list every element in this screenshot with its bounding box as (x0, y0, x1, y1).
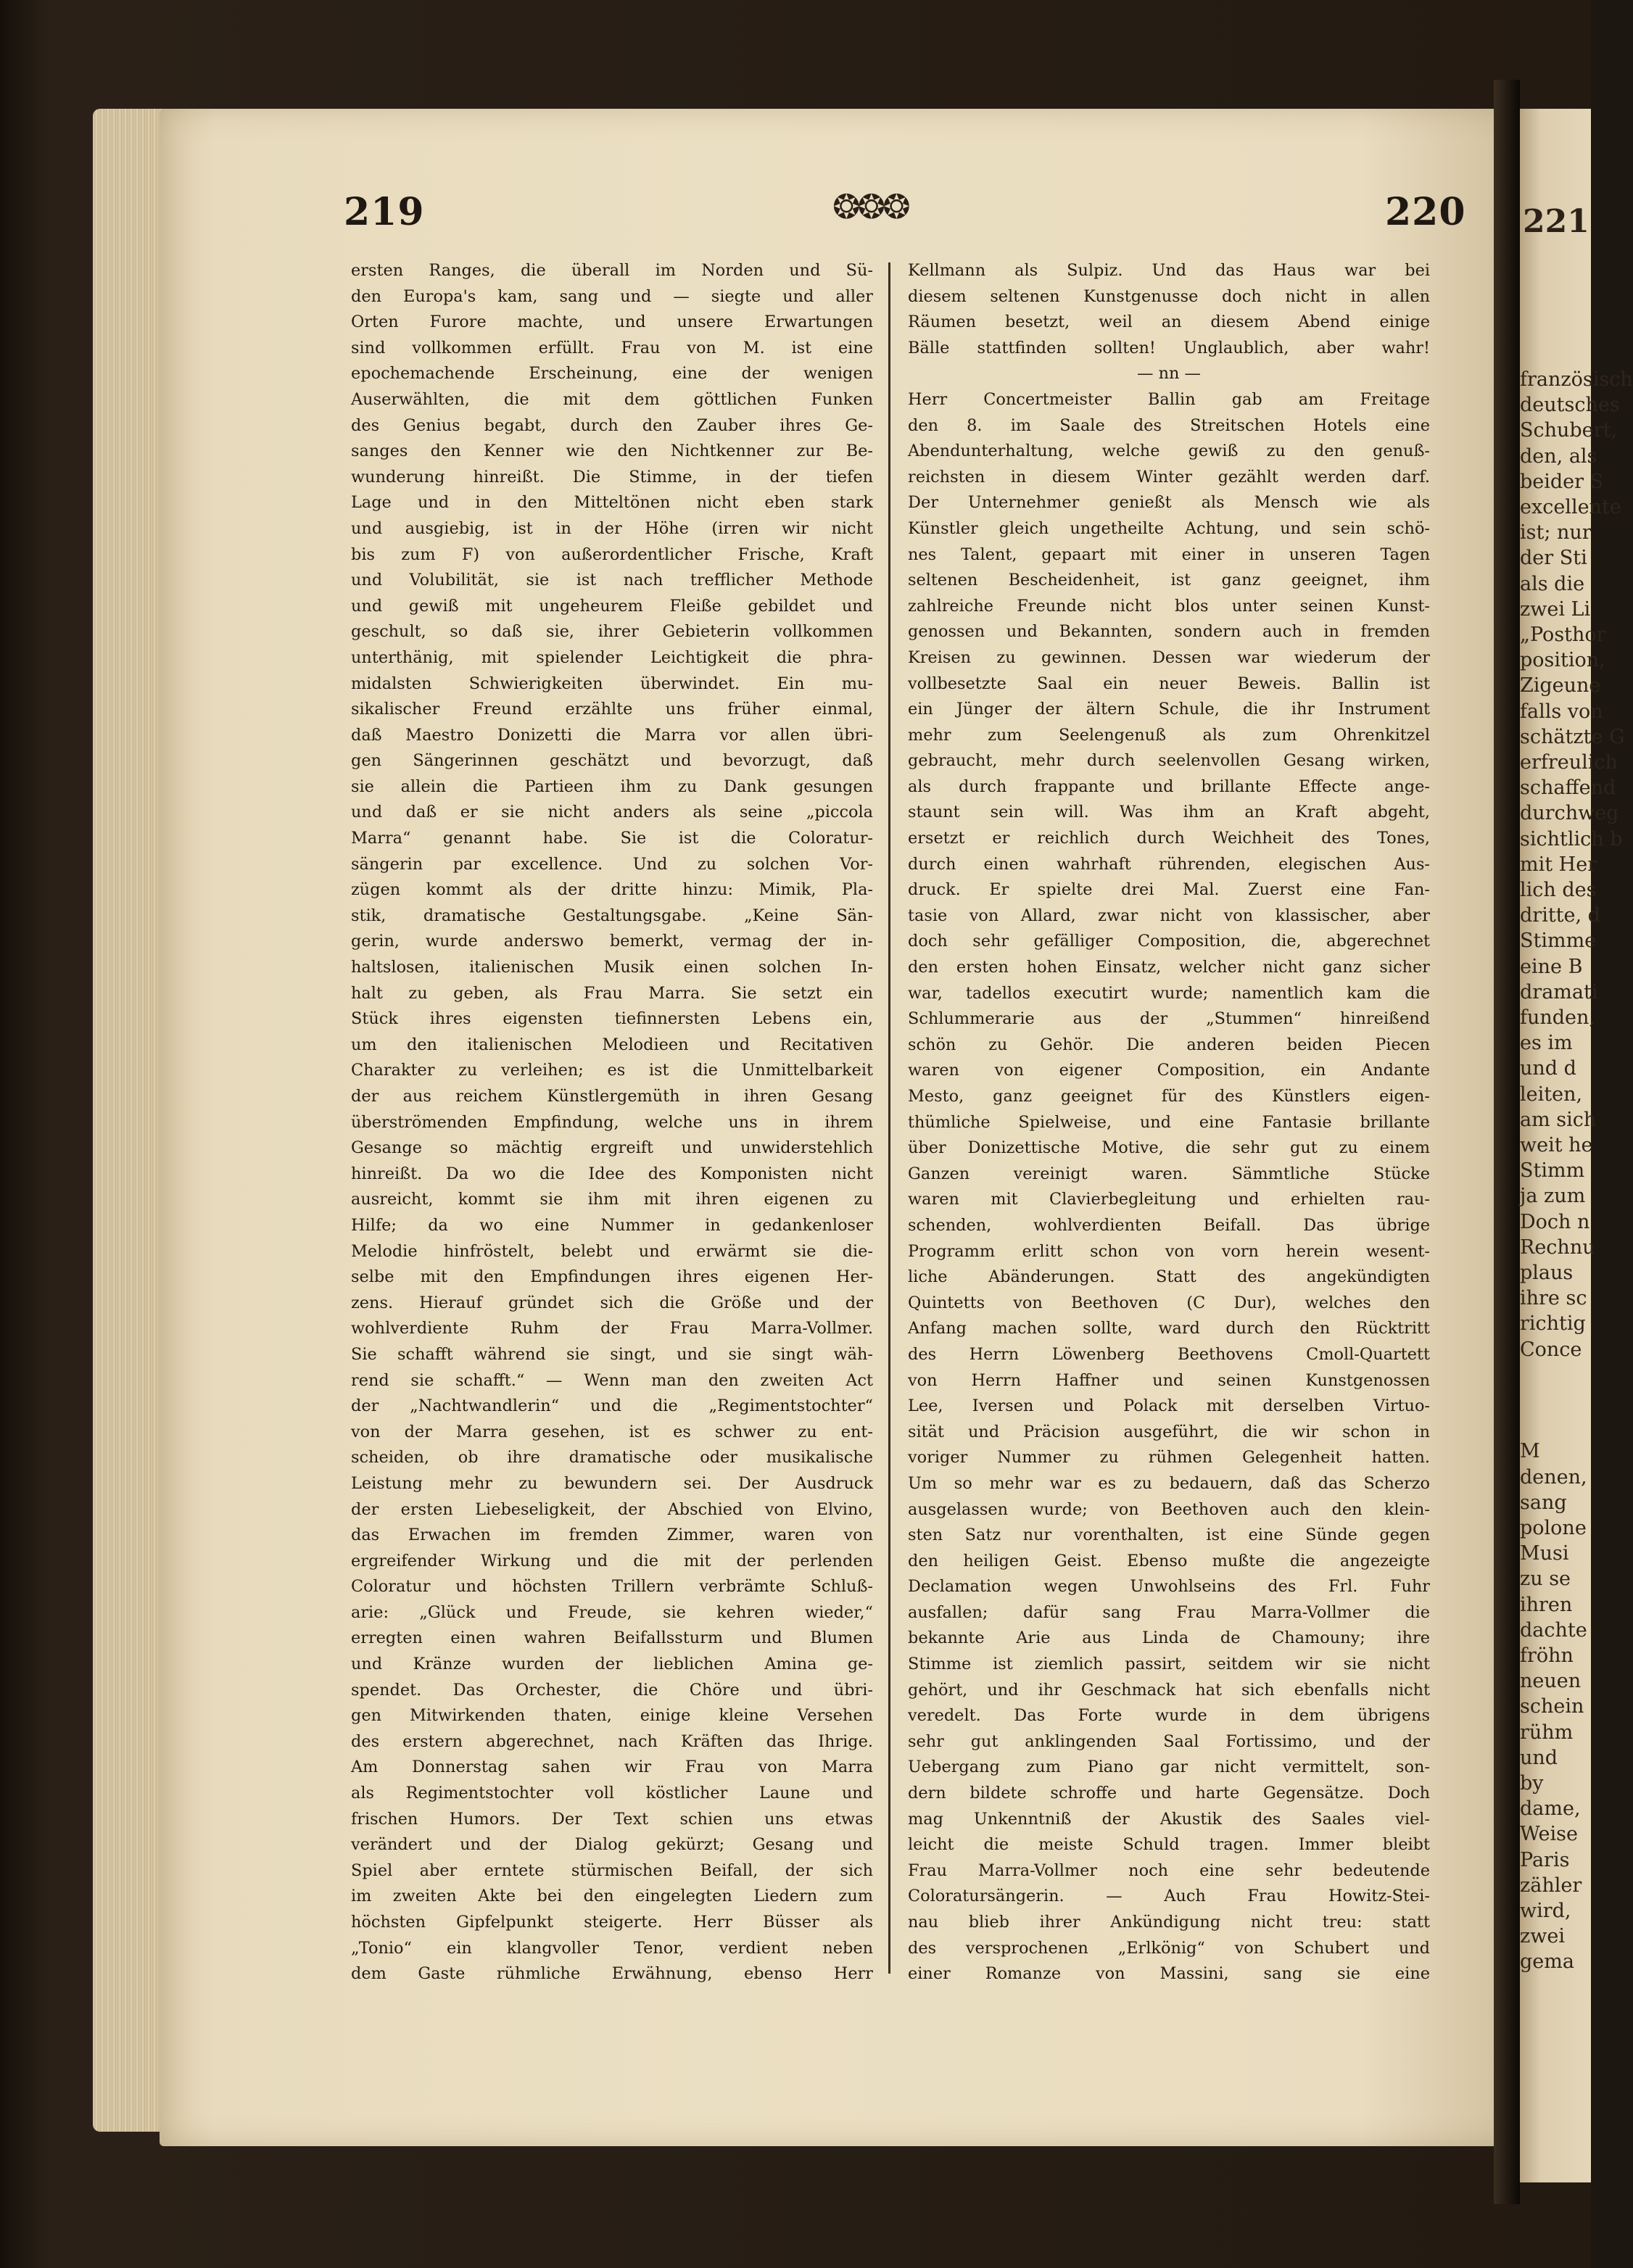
fragment-line: durchweg (1520, 802, 1619, 825)
fragment-line: funden, (1520, 1006, 1596, 1029)
text-line: ausreicht, kommt sie ihm mit ihren eigenen zu (351, 1190, 873, 1209)
text-line: ein Jünger der ältern Schule, die ihr Instrument (908, 700, 1430, 719)
fragment-line: am sich (1520, 1108, 1597, 1131)
text-line: gehört, und ihr Geschmack hat sich ebenfalls nicht (908, 1680, 1430, 1700)
text-line: gen Sängerinnen geschätzt und bevorzugt, daß (351, 751, 873, 771)
header-ornament: ❂❂❂ (832, 187, 908, 226)
fragment-line: neuen (1520, 1670, 1582, 1693)
text-line: Lage und in den Mitteltönen nicht eben stark (351, 493, 873, 513)
text-line: sie allein die Partieen ihm zu Dank gesungen (351, 777, 873, 796)
text-line: des Genius begabt, durch den Zauber ihres Ge- (351, 415, 873, 435)
text-line: epochemachende Erscheinung, eine der wenigen (351, 364, 873, 384)
text-line: Kreisen zu gewinnen. Dessen war wiederum der (908, 647, 1430, 667)
text-line: Lee, Iversen und Polack mit derselben Virtuo- (908, 1396, 1430, 1416)
text-line: über Donizettische Motive, die sehr gut zu einem (908, 1138, 1430, 1158)
text-line: unterthänig, mit spielender Leichtigkeit die phra- (351, 647, 873, 667)
fragment-line: rühm (1520, 1721, 1574, 1744)
text-line: sehr gut anklingenden Saal Fortissimo, und der (908, 1731, 1430, 1751)
fragment-line: fröhn (1520, 1644, 1574, 1667)
text-line: spendet. Das Orchester, die Chöre und übri- (351, 1680, 873, 1700)
text-line: einer Romanze von Massini, sang sie eine (908, 1964, 1430, 1984)
fragment-line: schaffend (1520, 777, 1616, 800)
text-line: vollbesetzte Saal ein neuer Beweis. Ballin ist (908, 674, 1430, 693)
column-rule (888, 262, 890, 1974)
text-line: den Europa's kam, sang und — siegte und aller (351, 286, 873, 306)
text-line: ersten Ranges, die überall im Norden und Sü- (351, 261, 873, 280)
fragment-line: position, (1520, 649, 1605, 672)
text-line: Quintetts von Beethoven (C Dur), welches den (908, 1293, 1430, 1312)
text-line: Spiel aber erntete stürmischen Beifall, der sich (351, 1861, 873, 1880)
fragment-line: und d (1520, 1057, 1576, 1080)
text-line: sität und Präcision ausgeführt, die wir schon in (908, 1422, 1430, 1441)
text-line: gerin, wurde anderswo bemerkt, vermag der in- (351, 932, 873, 951)
text-line: und Volubilität, sie ist nach trefflicher Methode (351, 571, 873, 590)
text-line: mag Unkenntniß der Akustik des Saales viel- (908, 1809, 1430, 1829)
fragment-line: erfreulich (1520, 751, 1618, 774)
text-line: das Erwachen im fremden Zimmer, waren von (351, 1526, 873, 1545)
text-line: waren mit Clavierbegleitung und erhielten rau- (908, 1190, 1430, 1209)
text-line: frischen Humors. Der Text schien uns etwas (351, 1809, 873, 1829)
text-line: im zweiten Akte bei den eingelegten Liedern zum (351, 1887, 873, 1906)
text-line: des erstern abgerechnet, nach Kräften das Ihrige. (351, 1731, 873, 1751)
fragment-line: dachte (1520, 1618, 1587, 1642)
text-line: Künstler gleich ungetheilte Achtung, und sein schö- (908, 518, 1430, 538)
text-line: dem Gaste rühmliche Erwähnung, ebenso Herr (351, 1964, 873, 1984)
fragment-line: dramati (1520, 980, 1598, 1003)
fragment-line: sichtlich b (1520, 827, 1623, 850)
text-line: bekannte Arie aus Linda de Chamouny; ihre (908, 1628, 1430, 1648)
text-line: des Herrn Löwenberg Beethovens Cmoll-Quartett (908, 1344, 1430, 1364)
text-line: Hilfe; da wo eine Nummer in gedankenloser (351, 1215, 873, 1235)
text-line: Orten Furore machte, und unsere Erwartungen (351, 313, 873, 332)
text-line: ersetzt er reichlich durch Weichheit des Tones, (908, 829, 1430, 848)
text-line: sind vollkommen erfüllt. Frau von M. ist eine (351, 338, 873, 357)
text-line: gen Mitwirkenden thaten, einige kleine Versehen (351, 1706, 873, 1726)
text-line: dern bildete schroffe und harte Gegensätze. Doch (908, 1784, 1430, 1803)
fragment-line: schein (1520, 1695, 1584, 1718)
fragment-line: mit Her (1520, 853, 1597, 876)
fragment-line: ihren (1520, 1593, 1573, 1616)
text-line: Mesto, ganz geeignet für des Künstlers eigen- (908, 1087, 1430, 1106)
text-line: Leistung mehr zu bewundern sei. Der Ausdruck (351, 1473, 873, 1493)
text-line: höchsten Gipfelpunkt steigerte. Herr Büsser als (351, 1913, 873, 1932)
text-line: der ersten Liebeseligkeit, der Abschied von Elvino, (351, 1499, 873, 1519)
fragment-line: Schubert, (1520, 419, 1617, 442)
text-line: verändert und der Dialog gekürzt; Gesang und (351, 1835, 873, 1855)
text-line: sten Satz nur vorenthalten, ist eine Sünde gegen (908, 1526, 1430, 1545)
text-line: haltslosen, italienischen Musik einen solchen In- (351, 958, 873, 977)
text-line: als Regimentstochter voll köstlicher Laune und (351, 1784, 873, 1803)
text-line: wohlverdiente Ruhm der Frau Marra-Vollmer. (351, 1319, 873, 1338)
text-line: gebraucht, mehr durch seelenvollen Gesang wirken, (908, 751, 1430, 771)
text-line: schenden, wohlverdienten Beifall. Das übrige (908, 1215, 1430, 1235)
text-line: von Herrn Haffner und seinen Kunstgenossen (908, 1370, 1430, 1390)
text-line: des versprochenen „Erlkönig“ von Schubert und (908, 1938, 1430, 1958)
text-line: schön zu Gehör. Die anderen beiden Piecen (908, 1035, 1430, 1054)
text-line: leicht die meiste Schuld tragen. Immer bleibt (908, 1835, 1430, 1855)
text-line: Programm erlitt schon von vorn herein wesent- (908, 1241, 1430, 1261)
fragment-line: lich des (1520, 879, 1597, 901)
fragment-line: plaus (1520, 1262, 1574, 1284)
text-line: diesem seltenen Kunstgenusse doch nicht in allen (908, 286, 1430, 306)
fragment-line: Stimm (1520, 1159, 1585, 1183)
page-number-left: 219 (344, 190, 425, 234)
text-line: liche Abänderungen. Statt des angekündigten (908, 1267, 1430, 1287)
fragment-line: dame, (1520, 1797, 1581, 1821)
text-line: veredelt. Das Forte wurde in dem übrigens (908, 1706, 1430, 1726)
text-line: und gewiß mit ungeheurem Fleiße gebildet und (351, 596, 873, 616)
text-line: reichsten in diesem Winter gezählt werden darf. (908, 467, 1430, 487)
fragment-line: zwei Li (1520, 597, 1591, 621)
text-line: zahlreiche Freunde nicht blos unter seinen Kunst- (908, 596, 1430, 616)
text-line: hinreißt. Da wo die Idee des Komponisten nicht (351, 1164, 873, 1183)
text-line: Coloratur und höchsten Trillern verbrämte Schluß- (351, 1577, 873, 1597)
fragment-line: ja zum (1520, 1185, 1586, 1208)
text-line: Marra“ genannt habe. Sie ist die Coloratur- (351, 829, 873, 848)
text-line: sanges den Kenner wie den Nichtkenner zur Be- (351, 442, 873, 461)
fragment-line: weit he (1520, 1134, 1593, 1156)
text-line: Sie schafft während sie singt, und sie singt wäh- (351, 1344, 873, 1364)
text-line: von der Marra gesehen, ist es schwer zu ent- (351, 1422, 873, 1441)
fragment-line: Doch n (1520, 1210, 1590, 1233)
text-line: Schlummerarie aus der „Stummen“ hinreißend (908, 1009, 1430, 1029)
text-line: Auserwählten, die mit dem göttlichen Funken (351, 389, 873, 409)
text-line: sikalischer Freund erzählte uns früher einmal, (351, 700, 873, 719)
text-line: bis zum F) von außerordentlicher Frische, Kraft (351, 545, 873, 564)
text-line: war, tadellos executirt wurde; namentlich kam die (908, 983, 1430, 1003)
text-line: genossen und Bekannten, sondern auch in fremden (908, 622, 1430, 642)
text-line: thümliche Spielweise, und eine Fantasie brillante (908, 1112, 1430, 1132)
page-number-right: 220 (1385, 190, 1466, 234)
text-line: Ganzen vereinigt waren. Sämmtliche Stücke (908, 1164, 1430, 1183)
text-line: daß Maestro Donizetti die Marra vor allen übri- (351, 725, 873, 745)
text-line: stik, dramatische Gestaltungsgabe. „Keine Sän- (351, 906, 873, 925)
text-line: Am Donnerstag sahen wir Frau von Marra (351, 1758, 873, 1777)
fragment-line: dritte, d (1520, 904, 1600, 927)
fragment-line: sang (1520, 1491, 1567, 1514)
text-line: midalsten Schwierigkeiten überwindet. Ein mu- (351, 674, 873, 693)
fragment-line: denen, (1520, 1465, 1587, 1489)
fragment-line: leiten, (1520, 1083, 1583, 1106)
text-line: druck. Er spielte drei Mal. Zuerst eine Fan- (908, 880, 1430, 900)
text-line: sängerin par excellence. Und zu solchen Vor- (351, 854, 873, 874)
fragment-line: zwei (1520, 1925, 1565, 1948)
text-line: ergreifender Wirkung und die mit der perlenden (351, 1551, 873, 1570)
fragment-line: Rechnu (1520, 1236, 1595, 1259)
fragment-line: ihre sc (1520, 1287, 1587, 1310)
fragment-line: richtig (1520, 1312, 1586, 1336)
text-line: Der Unternehmer genießt als Mensch wie als (908, 493, 1430, 513)
text-line: Abendunterhaltung, welche gewiß zu den genuß- (908, 442, 1430, 461)
fragment-line: M (1520, 1440, 1540, 1463)
text-line: Charakter zu verleihen; es ist die Unmittelbarkeit (351, 1061, 873, 1080)
next-page-strip (1520, 109, 1633, 2182)
right-column-text (908, 258, 1430, 1987)
fragment-line: eine B (1520, 955, 1583, 978)
text-line: zens. Hierauf gründet sich die Größe und der (351, 1293, 873, 1312)
text-line: erregten einen wahren Beifallssturm und Blumen (351, 1628, 873, 1648)
text-line: Herr Concertmeister Ballin gab am Freitage (908, 389, 1430, 409)
fragment-line: französisch (1520, 368, 1633, 391)
text-line: nau blieb ihrer Ankündigung nicht treu: statt (908, 1913, 1430, 1932)
text-line: arie: „Glück und Freude, sie kehren wieder,“ (351, 1602, 873, 1622)
text-line: Gesange so mächtig ergreift und unwiderstehlich (351, 1138, 873, 1158)
text-line: Declamation wegen Unwohlseins des Frl. Fuhr (908, 1577, 1430, 1597)
text-line: nes Talent, gepaart mit einer in unseren Tagen (908, 545, 1430, 564)
fragment-line: Zigeune (1520, 674, 1601, 698)
text-line: Melodie hinfröstelt, belebt und erwärmt sie die- (351, 1241, 873, 1261)
fragment-line: und (1520, 1746, 1558, 1769)
fragment-line: Weise (1520, 1823, 1578, 1846)
next-page-number: 221 (1523, 203, 1589, 240)
text-line: Coloratursängerin. — Auch Frau Howitz-Stei- (908, 1887, 1430, 1906)
text-line: und daß er sie nicht anders als seine „piccola (351, 803, 873, 822)
fragment-line: wird, (1520, 1900, 1571, 1922)
text-line: überströmenden Empfindung, welche uns in ihrem (351, 1112, 873, 1132)
text-line: halt zu geben, als Frau Marra. Sie setzt ein (351, 983, 873, 1003)
text-line: ausgelassen wurde; von Beethoven auch den klein- (908, 1499, 1430, 1519)
fragment-line: Musi (1520, 1542, 1569, 1565)
fragment-line: Stimme (1520, 930, 1597, 953)
fragment-line: „Posthor (1520, 624, 1606, 646)
text-line: den ersten hohen Einsatz, welcher nicht ganz sicher (908, 958, 1430, 977)
fragment-line: falls von (1520, 700, 1603, 723)
text-line: doch sehr gefälliger Composition, die, abgerechnet (908, 932, 1430, 951)
fragment-line: Conce (1520, 1338, 1582, 1361)
fragment-line: zähler (1520, 1874, 1582, 1897)
text-line: Stimme ist ziemlich passirt, seitdem wir sie nicht (908, 1655, 1430, 1674)
text-line: „Tonio“ ein klangvoller Tenor, verdient neben (351, 1938, 873, 1958)
fragment-line: es im (1520, 1032, 1573, 1055)
text-line: Uebergang zum Piano gar nicht vermittelt, son- (908, 1758, 1430, 1777)
fragment-line: excellente (1520, 496, 1621, 518)
text-line: seltenen Bescheidenheit, ist ganz geeignet, ihm (908, 571, 1430, 590)
fragment-line: den, als (1520, 444, 1597, 468)
fragment-line: der Sti (1520, 547, 1587, 570)
text-line: Um so mehr war es zu bedauern, daß das Scherzo (908, 1473, 1430, 1493)
text-line: Kellmann als Sulpiz. Und das Haus war bei (908, 261, 1430, 280)
text-line: wunderung hinreißt. Die Stimme, in der tiefen (351, 467, 873, 487)
text-line: Frau Marra-Vollmer noch eine sehr bedeutende (908, 1861, 1430, 1880)
text-line: Anfang machen sollte, ward durch den Rücktritt (908, 1319, 1430, 1338)
text-line: um den italienischen Melodieen und Recitativen (351, 1035, 873, 1054)
text-line: den 8. im Saale des Streitschen Hotels eine (908, 415, 1430, 435)
text-line: geschult, so daß sie, ihrer Gebieterin vollkommen (351, 622, 873, 642)
fragment-line: ist; nur (1520, 521, 1592, 545)
text-line: — nn — (1137, 364, 1201, 384)
text-line: ausfallen; dafür sang Frau Marra-Vollmer die (908, 1602, 1430, 1622)
text-line: scheiden, ob ihre dramatische oder musikalische (351, 1448, 873, 1468)
fragment-line: polone (1520, 1517, 1587, 1539)
text-line: den heiligen Geist. Ebenso mußte die angezeigte (908, 1551, 1430, 1570)
fragment-line: schätzte G (1520, 725, 1625, 748)
text-line: und ausgiebig, ist in der Höhe (irren wir nicht (351, 518, 873, 538)
gutter (1494, 80, 1520, 2204)
text-line: rend sie schafft.“ — Wenn man den zweiten Act (351, 1370, 873, 1390)
text-line: zügen kommt als der dritte hinzu: Mimik, Pla- (351, 880, 873, 900)
text-line: Stück ihres eigensten tiefinnersten Lebens ein, (351, 1009, 873, 1029)
text-line: Räumen besetzt, weil an diesem Abend einige (908, 313, 1430, 332)
text-line: tasie von Allard, zwar nicht von klassischer, aber (908, 906, 1430, 925)
text-line: als durch frappante und brillante Effecte ange- (908, 777, 1430, 796)
text-line: staunt sein will. Was ihm an Kraft abgeht, (908, 803, 1430, 822)
text-line: waren von eigener Composition, ein Andante (908, 1061, 1430, 1080)
text-line: durch einen wahrhaft rührenden, elegischen Aus- (908, 854, 1430, 874)
text-line: der aus reichem Künstlergemüth in ihren Gesang (351, 1087, 873, 1106)
text-line: Bälle stattfinden sollten! Unglaublich, aber wahr! (908, 338, 1430, 357)
left-column-text (351, 258, 873, 1987)
text-line: der „Nachtwandlerin“ und die „Regimentstochter“ (351, 1396, 873, 1416)
text-line: mehr zum Seelengenuß als zum Ohrenkitzel (908, 725, 1430, 745)
fragment-line: by (1520, 1772, 1544, 1795)
fragment-line: zu se (1520, 1568, 1571, 1591)
fragment-line: beider S (1520, 470, 1604, 493)
text-line: selbe mit den Empfindungen ihres eigenen Her- (351, 1267, 873, 1287)
text-line: voriger Nummer zu rühmen Gelegenheit hatten. (908, 1448, 1430, 1468)
fragment-line: deutsches (1520, 394, 1620, 417)
text-line: und Kränze wurden der lieblichen Amina ge- (351, 1655, 873, 1674)
fragment-line: gema (1520, 1950, 1574, 1974)
fragment-line: Paris (1520, 1848, 1570, 1871)
fragment-line: als die (1520, 572, 1585, 595)
